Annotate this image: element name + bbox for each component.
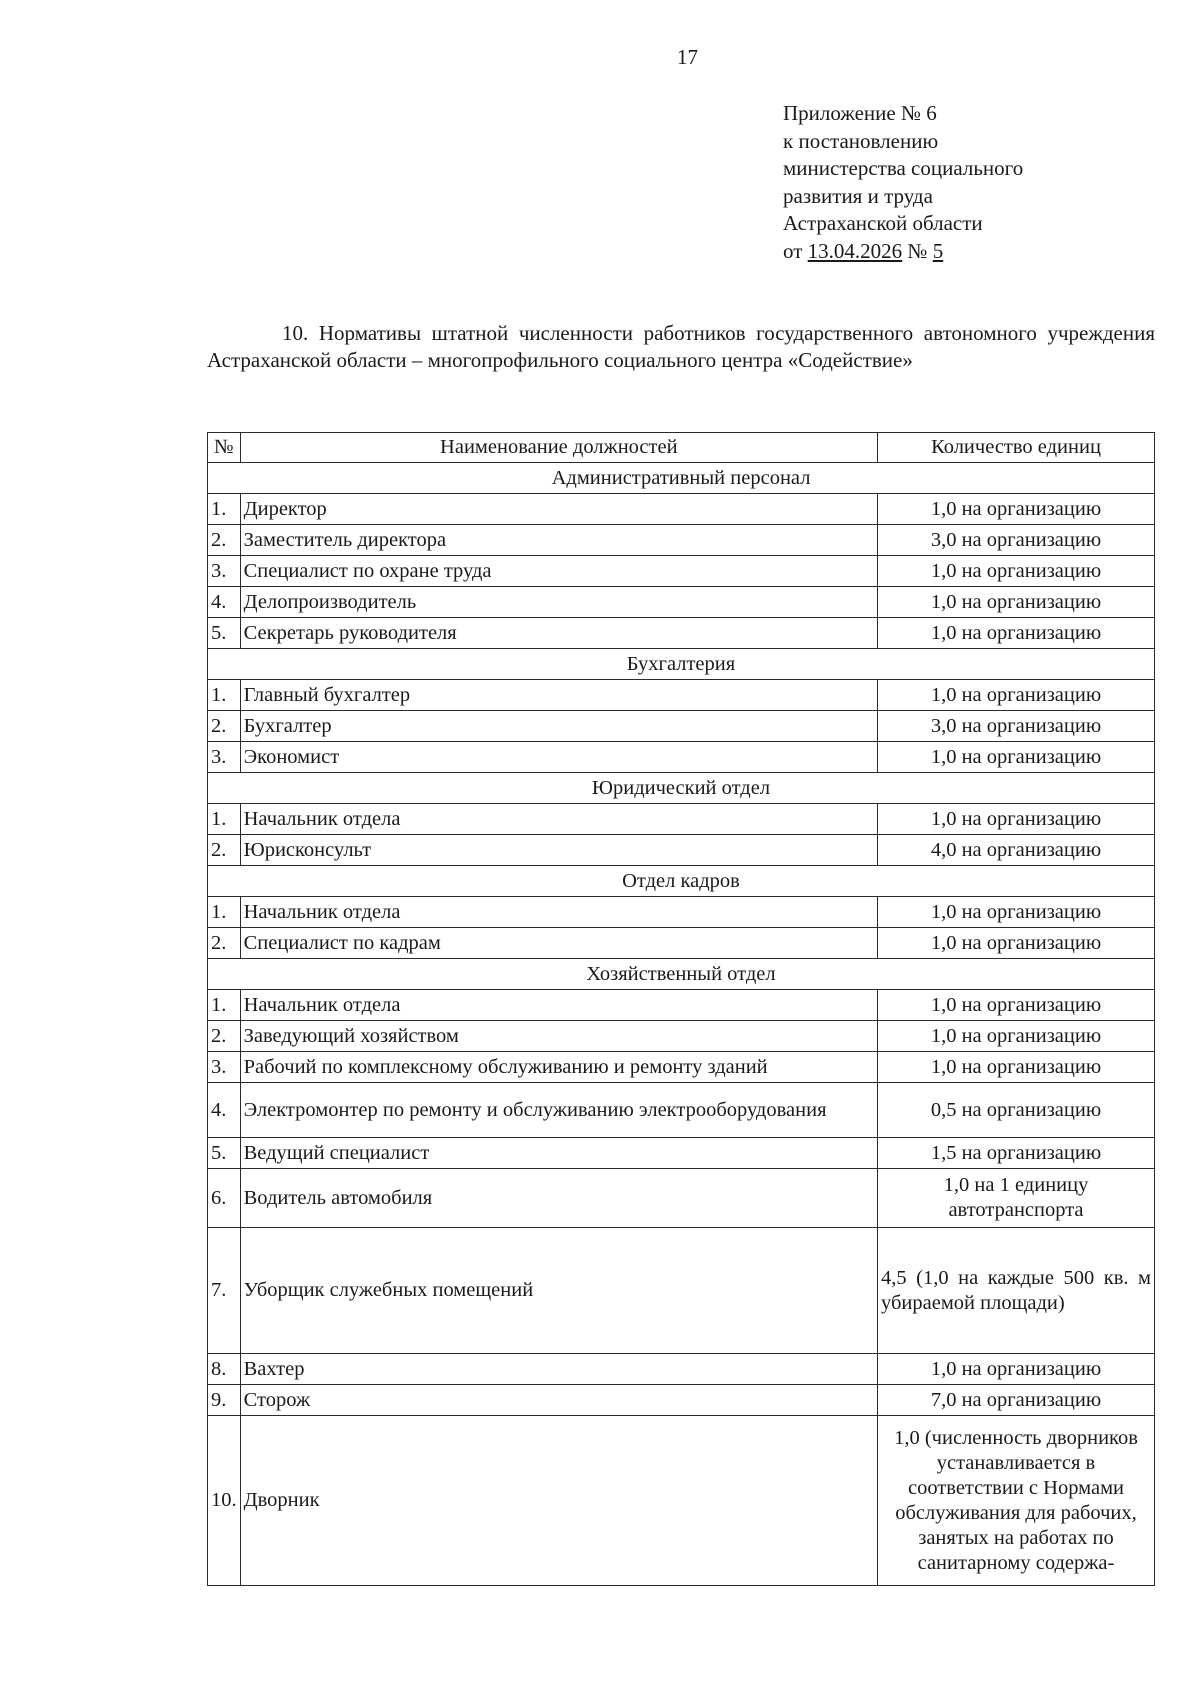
row-name: Заместитель директора [240, 525, 877, 556]
row-num: 2. [208, 835, 241, 866]
decree-number: 5 [932, 238, 944, 263]
row-qty: 1,0 на организацию [878, 556, 1155, 587]
table-row [208, 804, 1155, 835]
row-num: 6. [208, 1169, 241, 1228]
table-row [208, 1138, 1155, 1169]
row-num: 4. [208, 1083, 241, 1138]
row-num: 5. [208, 618, 241, 649]
row-num: 1. [208, 494, 241, 525]
row-name: Главный бухгалтер [240, 680, 877, 711]
row-name: Заведующий хозяйством [240, 1021, 877, 1052]
row-qty: 1,0 на организацию [878, 990, 1155, 1021]
row-qty: 1,5 на организацию [878, 1138, 1155, 1169]
table-row [208, 711, 1155, 742]
section-title: Юридический отдел [208, 773, 1155, 804]
row-qty: 7,0 на организацию [878, 1385, 1155, 1416]
section-row [208, 959, 1155, 990]
row-qty: 1,0 (численность дворников устанавливается в соответствии с Нормами обслуживания для рабочих, занятых на работах по санитарному содержа- [878, 1416, 1155, 1586]
row-num: 1. [208, 897, 241, 928]
section-title: Бухгалтерия [208, 649, 1155, 680]
row-name: Начальник отдела [240, 897, 877, 928]
row-num: 5. [208, 1138, 241, 1169]
table-row [208, 1416, 1155, 1586]
appendix-line: министерства социального [783, 156, 1024, 180]
row-name: Уборщик служебных помещений [240, 1228, 877, 1354]
row-num: 2. [208, 1021, 241, 1052]
section-row [208, 649, 1155, 680]
appendix-line: Астраханской области [783, 211, 983, 235]
table-row [208, 835, 1155, 866]
row-name: Рабочий по комплексному обслуживанию и ремонту зданий [240, 1052, 877, 1083]
appendix-title: Приложение № 6 [783, 101, 937, 125]
table-row [208, 1354, 1155, 1385]
row-qty: 1,0 на организацию [878, 928, 1155, 959]
section-row [208, 773, 1155, 804]
table-row [208, 494, 1155, 525]
row-name: Специалист по охране труда [240, 556, 877, 587]
table-row [208, 1052, 1155, 1083]
table-header-row [208, 433, 1155, 463]
header-name: Наименование должностей [240, 433, 877, 463]
table-row [208, 587, 1155, 618]
table-row [208, 556, 1155, 587]
row-qty: 1,0 на организацию [878, 587, 1155, 618]
row-num: 2. [208, 525, 241, 556]
row-name: Юрисконсульт [240, 835, 877, 866]
table-row [208, 1021, 1155, 1052]
appendix-date-line: от 13.04.2026 № 5 [783, 238, 944, 263]
row-num: 1. [208, 804, 241, 835]
table-row [208, 618, 1155, 649]
row-name: Водитель автомобиля [240, 1169, 877, 1228]
section-title: Административный персонал [208, 463, 1155, 494]
row-num: 3. [208, 556, 241, 587]
row-name: Вахтер [240, 1354, 877, 1385]
row-qty: 3,0 на организацию [878, 711, 1155, 742]
row-name: Ведущий специалист [240, 1138, 877, 1169]
row-num: 4. [208, 587, 241, 618]
row-qty: 1,0 на организацию [878, 1354, 1155, 1385]
row-name: Специалист по кадрам [240, 928, 877, 959]
row-qty: 4,0 на организацию [878, 835, 1155, 866]
row-num: 10. [208, 1416, 241, 1586]
row-qty: 1,0 на организацию [878, 742, 1155, 773]
table-row [208, 742, 1155, 773]
row-num: 9. [208, 1385, 241, 1416]
table-row [208, 1385, 1155, 1416]
row-qty: 1,0 на организацию [878, 680, 1155, 711]
row-name: Начальник отдела [240, 990, 877, 1021]
table-row [208, 928, 1155, 959]
table-row [208, 1083, 1155, 1138]
table-row [208, 525, 1155, 556]
row-num: 2. [208, 711, 241, 742]
row-name: Делопроизводитель [240, 587, 877, 618]
row-num: 2. [208, 928, 241, 959]
row-num: 1. [208, 990, 241, 1021]
row-qty: 1,0 на организацию [878, 1021, 1155, 1052]
row-name: Бухгалтер [240, 711, 877, 742]
header-qty: Количество единиц [878, 433, 1155, 463]
section-row [208, 463, 1155, 494]
section-row [208, 866, 1155, 897]
staff-table [207, 432, 1155, 1586]
row-num: 3. [208, 1052, 241, 1083]
row-name: Секретарь руководителя [240, 618, 877, 649]
section-title: Отдел кадров [208, 866, 1155, 897]
table-row [208, 1228, 1155, 1354]
row-name: Директор [240, 494, 877, 525]
appendix-block [783, 100, 1163, 265]
row-qty: 1,0 на организацию [878, 897, 1155, 928]
row-qty: 0,5 на организацию [878, 1083, 1155, 1138]
row-num: 3. [208, 742, 241, 773]
document-heading: 10. Нормативы штатной численности работников государственного автономного учреждения Астраханской области – многопрофильного социального центра «Содействие» [207, 321, 1155, 372]
row-qty: 1,0 на организацию [878, 618, 1155, 649]
row-qty: 1,0 на 1 единицу автотранспорта [878, 1169, 1155, 1228]
section-title: Хозяйственный отдел [208, 959, 1155, 990]
table-row [208, 990, 1155, 1021]
page-number: 17 [677, 45, 698, 69]
table-row [208, 680, 1155, 711]
row-qty: 1,0 на организацию [878, 1052, 1155, 1083]
row-num: 8. [208, 1354, 241, 1385]
row-qty: 1,0 на организацию [878, 494, 1155, 525]
row-num: 1. [208, 680, 241, 711]
row-name: Дворник [240, 1416, 877, 1586]
decree-date: 13.04.2026 [807, 238, 903, 263]
row-name: Электромонтер по ремонту и обслуживанию электрооборудования [240, 1083, 877, 1138]
row-name: Начальник отдела [240, 804, 877, 835]
row-name: Сторож [240, 1385, 877, 1416]
row-num: 7. [208, 1228, 241, 1354]
row-qty: 1,0 на организацию [878, 804, 1155, 835]
table-row [208, 1169, 1155, 1228]
appendix-line: развития и труда [783, 183, 933, 208]
row-name: Экономист [240, 742, 877, 773]
appendix-line: к постановлению [783, 128, 939, 153]
row-qty: 3,0 на организацию [878, 525, 1155, 556]
table-row [208, 897, 1155, 928]
row-qty: 4,5 (1,0 на каждые 500 кв. м убираемой площади) [878, 1228, 1155, 1354]
header-num: № [208, 433, 241, 463]
